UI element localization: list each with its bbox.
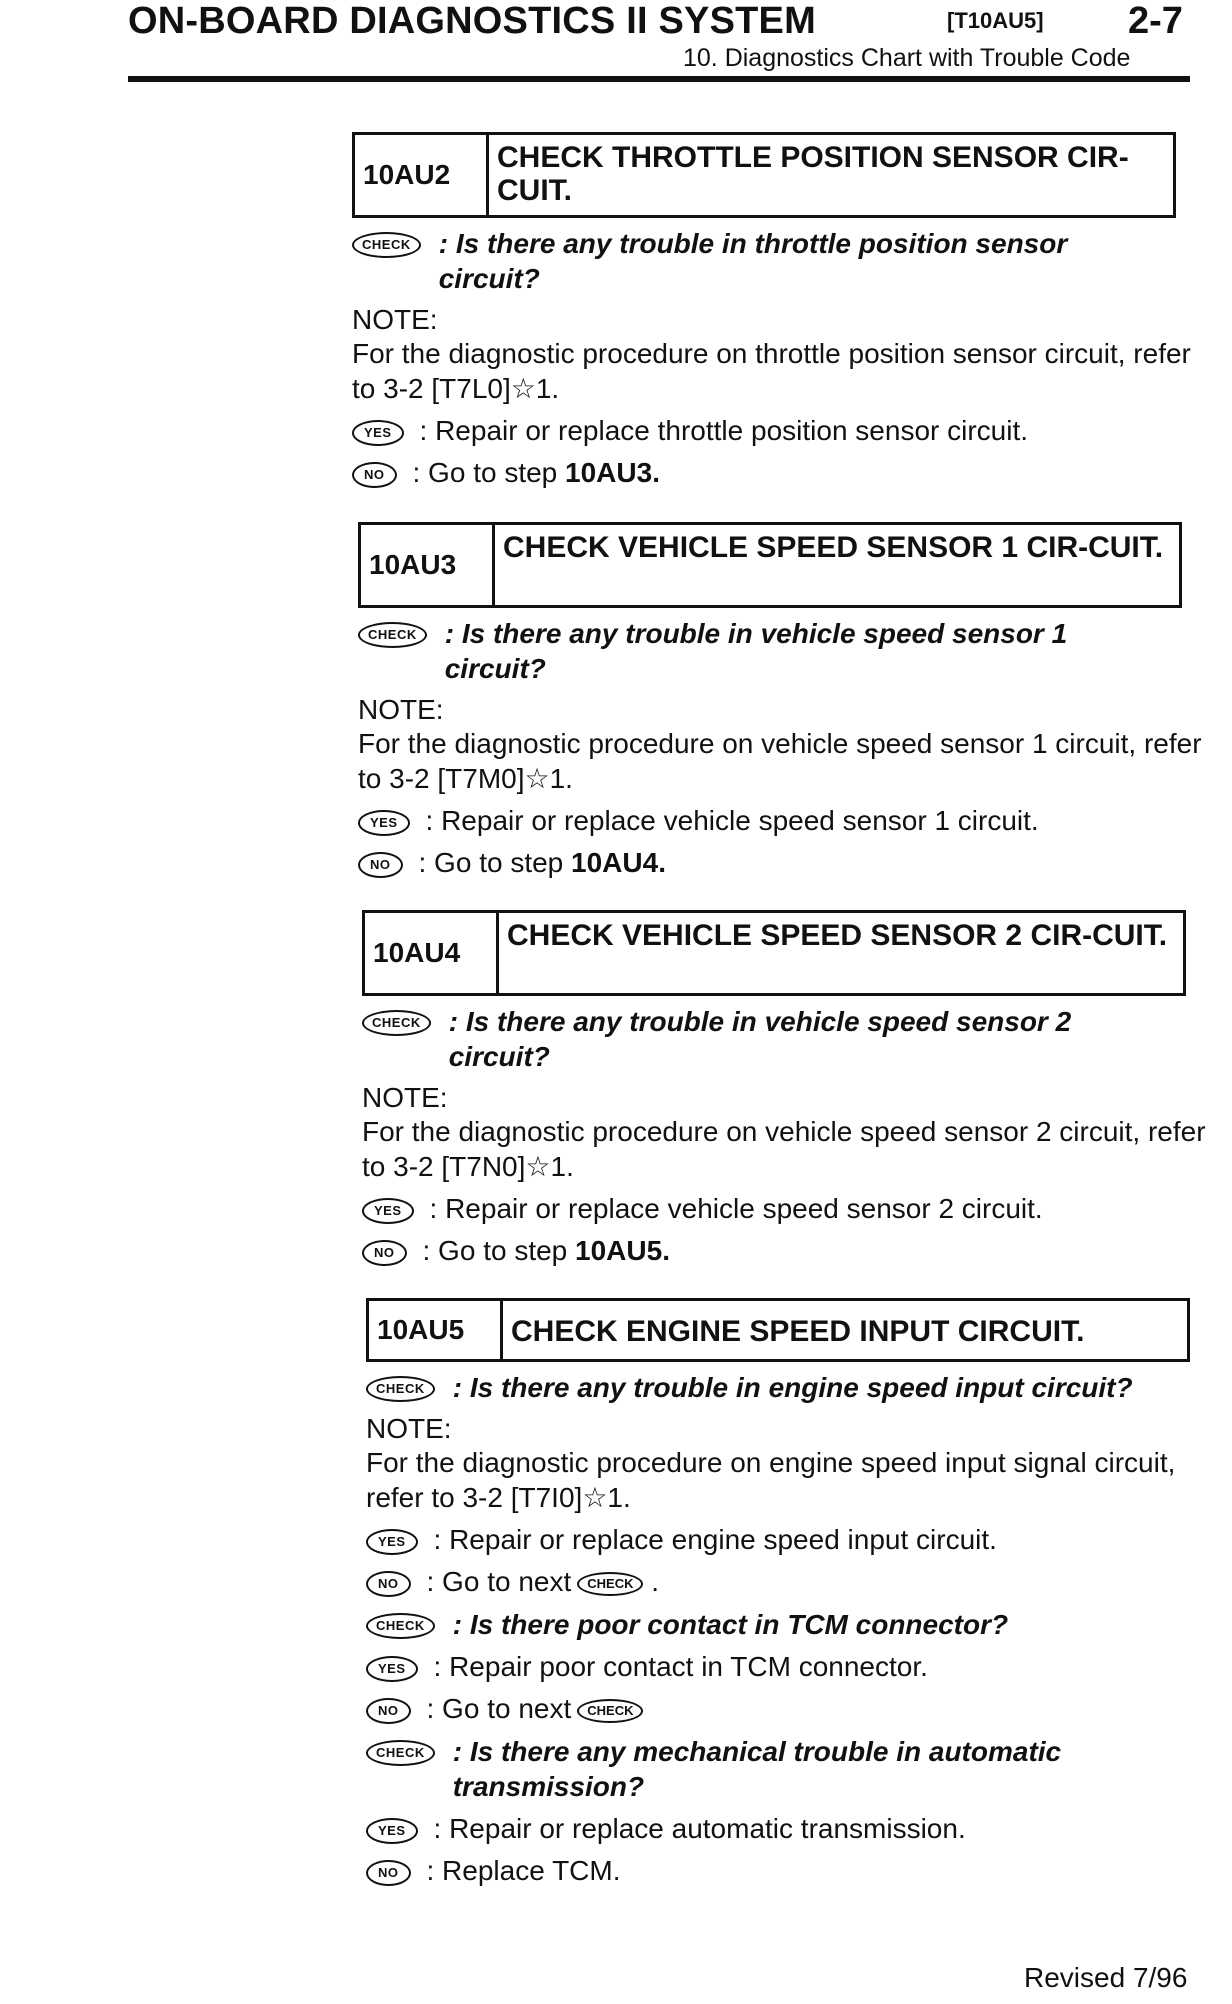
check-icon: CHECK — [577, 1572, 643, 1596]
step-title: CHECK VEHICLE SPEED SENSOR 1 CIR-CUIT. — [503, 531, 1164, 564]
no-icon: NO — [352, 462, 397, 488]
no-row — [362, 1234, 1210, 1268]
step-id: 10AU5 — [369, 1301, 503, 1359]
no-action — [427, 1565, 660, 1599]
yes-action: : Repair or replace automatic transmission. — [433, 1813, 966, 1844]
no-icon: NO — [362, 1240, 407, 1266]
step-10au4 — [362, 910, 1210, 1268]
no-action-text: : Go to step — [422, 1235, 568, 1266]
note-label: NOTE: — [366, 1413, 452, 1444]
check-question: : Is there any trouble in vehicle speed sensor 1 circuit? — [444, 618, 1068, 684]
check-icon: CHECK — [352, 232, 421, 258]
no-icon: NO — [358, 852, 403, 878]
no-action-text: : Go to step — [418, 847, 564, 878]
no-action: : Replace TCM. — [426, 1855, 621, 1886]
step-header-box — [362, 910, 1186, 996]
no-row — [366, 1565, 1214, 1599]
note-text: For the diagnostic procedure on engine speed input signal circuit, refer to 3-2 [T7I0]☆1. — [366, 1447, 1176, 1513]
step-header-box — [352, 132, 1176, 218]
step-header-box — [366, 1298, 1190, 1362]
yes-row-3 — [366, 1812, 1214, 1846]
check-icon: CHECK — [366, 1613, 435, 1639]
step-header-box — [358, 522, 1182, 608]
check-row-3 — [366, 1734, 1214, 1804]
check-question: : Is there any trouble in vehicle speed sensor 2 circuit? — [448, 1006, 1072, 1072]
note-label: NOTE: — [358, 694, 444, 725]
yes-icon: YES — [358, 810, 410, 836]
no-action — [423, 1234, 670, 1268]
yes-icon: YES — [362, 1198, 414, 1224]
revision-footer: Revised 7/96 — [1024, 1962, 1188, 1993]
check-row — [366, 1370, 1214, 1405]
note-text: For the diagnostic procedure on vehicle speed sensor 2 circuit, refer to 3-2 [T7N0]☆1. — [362, 1116, 1206, 1182]
no-row — [358, 846, 1206, 880]
check-question: : Is there any mechanical trouble in automatic transmission? — [452, 1736, 1062, 1802]
no-action — [413, 456, 660, 490]
yes-icon: YES — [352, 420, 404, 446]
yes-row-2 — [366, 1650, 1214, 1684]
yes-row — [352, 414, 1200, 448]
step-10au3 — [358, 522, 1206, 880]
check-row — [352, 226, 1200, 296]
yes-row — [366, 1523, 1214, 1557]
section-code: [T10AU5] — [947, 8, 1044, 33]
yes-icon: YES — [366, 1818, 418, 1844]
note-text: For the diagnostic procedure on vehicle speed sensor 1 circuit, refer to 3-2 [T7M0]☆1. — [358, 728, 1202, 794]
check-icon: CHECK — [577, 1699, 643, 1723]
yes-action: : Repair or replace vehicle speed sensor 1 circuit. — [425, 805, 1039, 836]
check-icon: CHECK — [366, 1376, 435, 1402]
punctuation: . — [643, 1566, 660, 1597]
no-target: 10AU4. — [571, 847, 666, 878]
check-question: : Is there any trouble in engine speed input circuit? — [452, 1372, 1133, 1403]
step-title: CHECK VEHICLE SPEED SENSOR 2 CIR-CUIT. — [507, 919, 1168, 952]
no-icon: NO — [366, 1860, 411, 1886]
step-id: 10AU2 — [355, 135, 489, 215]
step-10au2 — [352, 132, 1200, 490]
step-10au5 — [366, 1298, 1214, 1888]
no-action-text: : Go to next — [426, 1693, 572, 1724]
no-target: 10AU3. — [565, 457, 660, 488]
no-icon: NO — [366, 1698, 411, 1724]
no-action-text: : Go to next — [426, 1566, 572, 1597]
yes-row — [358, 804, 1206, 838]
check-icon: CHECK — [366, 1740, 435, 1766]
note-label: NOTE: — [362, 1082, 448, 1113]
no-action — [427, 1692, 644, 1726]
no-icon: NO — [366, 1571, 411, 1597]
yes-icon: YES — [366, 1656, 418, 1682]
step-id: 10AU4 — [365, 913, 499, 993]
no-target: 10AU5. — [575, 1235, 670, 1266]
step-id: 10AU3 — [361, 525, 495, 605]
check-icon: CHECK — [362, 1010, 431, 1036]
check-icon: CHECK — [358, 622, 427, 648]
check-question: : Is there poor contact in TCM connector? — [452, 1609, 1009, 1640]
no-row-2 — [366, 1692, 1214, 1726]
yes-icon: YES — [366, 1529, 418, 1555]
yes-action: : Repair or replace engine speed input circuit. — [433, 1524, 997, 1555]
step-title: CHECK THROTTLE POSITION SENSOR CIR-CUIT. — [497, 141, 1129, 207]
no-action — [419, 846, 666, 880]
page-subtitle: 10. Diagnostics Chart with Trouble Code — [683, 44, 1131, 72]
no-row — [352, 456, 1200, 490]
note-text: For the diagnostic procedure on throttle position sensor circuit, refer to 3-2 [T7L0]☆1. — [352, 338, 1191, 404]
yes-action: : Repair poor contact in TCM connector. — [433, 1651, 928, 1682]
note-label: NOTE: — [352, 304, 438, 335]
yes-row — [362, 1192, 1210, 1226]
check-row — [362, 1004, 1210, 1074]
no-action-text: : Go to step — [412, 457, 558, 488]
header-rule — [128, 76, 1190, 82]
check-row-2 — [366, 1607, 1214, 1642]
no-row-3 — [366, 1854, 1214, 1888]
check-row — [358, 616, 1206, 686]
page-title: ON-BOARD DIAGNOSTICS II SYSTEM — [128, 0, 816, 42]
step-title: CHECK ENGINE SPEED INPUT CIRCUIT. — [511, 1315, 1085, 1348]
yes-action: : Repair or replace throttle position sensor circuit. — [419, 415, 1029, 446]
yes-action: : Repair or replace vehicle speed sensor 2 circuit. — [429, 1193, 1043, 1224]
page-number: 2-7 — [1128, 0, 1183, 42]
check-question: : Is there any trouble in throttle position sensor circuit? — [438, 228, 1068, 294]
